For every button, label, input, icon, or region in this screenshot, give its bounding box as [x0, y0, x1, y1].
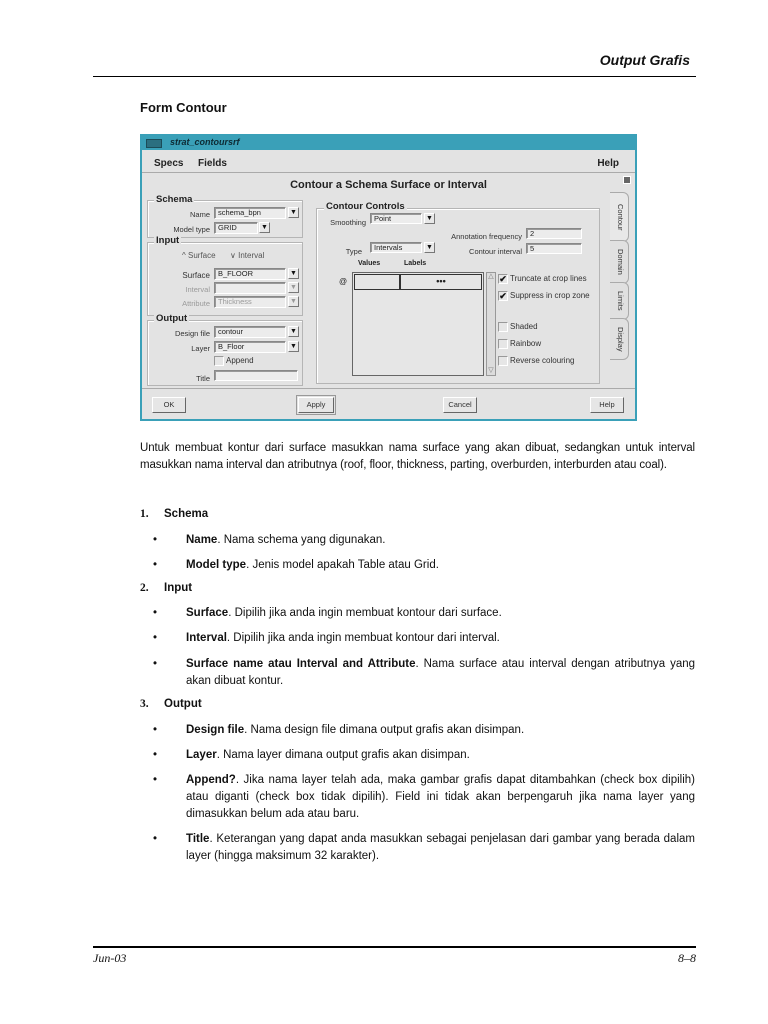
truncate-checkbox[interactable]: ✔: [499, 274, 507, 284]
values-header: Values: [358, 260, 381, 267]
intro-paragraph: Untuk membuat kontur dari surface masukkan nama surface yang akan dibuat, sedangkan untuk interval masukkan nama interval dan atributnya (roof, floor, thickness, parting, overburden, interburden atau coal).: [140, 442, 695, 471]
section-output-heading: [140, 698, 202, 710]
surface-label: Surface: [182, 271, 210, 280]
section-title: Input: [164, 582, 193, 594]
cancel-button[interactable]: Cancel: [443, 397, 477, 413]
bullet-icon: •: [153, 724, 158, 736]
menu-specs[interactable]: Specs: [154, 158, 184, 169]
menu-help[interactable]: Help: [597, 158, 619, 169]
description: . Nama design file dimana output grafis akan disimpan.: [244, 724, 525, 736]
section-title: Output: [164, 698, 202, 710]
section-number: 1.: [140, 508, 149, 520]
description: . Dipilih jika anda ingin membuat kontour dari interval.: [226, 632, 500, 644]
section-number: 2.: [140, 582, 149, 594]
dialog-titlebar[interactable]: [142, 136, 635, 150]
layer-dropdown-icon[interactable]: ▼: [288, 341, 299, 352]
truncate-label: Truncate at crop lines: [510, 274, 587, 283]
window-menu-icon[interactable]: [146, 139, 162, 148]
dialog-heading: Contour a Schema Surface or Interval: [290, 179, 487, 191]
title-field[interactable]: [214, 370, 298, 381]
footer-date: Jun-03: [93, 951, 127, 965]
rainbow-checkbox[interactable]: [498, 339, 508, 349]
scroll-down-icon[interactable]: ▽: [488, 367, 494, 374]
annotation-frequency-field[interactable]: 2: [526, 228, 582, 239]
contour-interval-field[interactable]: 5: [526, 243, 582, 254]
contour-dialog: [140, 134, 637, 421]
term: Interval: [186, 632, 227, 644]
title-label: Title: [196, 374, 210, 383]
interval-radio-label: Interval: [238, 251, 265, 260]
scroll-up-icon[interactable]: △: [488, 273, 494, 280]
description: . Jika nama layer telah ada, maka gambar grafis dapat ditambahkan (check box dipilih) atau diganti (check box tidak dipilih). Field ini tidak akan berpengaruh jika nama layer yang dimasukkan belum ada atau baru.: [186, 774, 695, 820]
bullet-icon: •: [153, 559, 158, 571]
term: Title: [186, 833, 210, 845]
design-file-field[interactable]: contour: [214, 326, 286, 338]
append-label: Append: [226, 356, 254, 365]
term: Surface name atau Interval and Attribute: [186, 658, 416, 670]
surface-radio[interactable]: [182, 251, 216, 260]
list-item: [153, 831, 695, 867]
interval-dropdown-icon[interactable]: ▼: [288, 282, 299, 293]
bullet-icon: •: [153, 607, 158, 619]
term: Name: [186, 534, 218, 546]
page-header-title: Output Grafis: [599, 52, 690, 68]
labels-header: Labels: [404, 260, 427, 267]
surface-dropdown-icon[interactable]: ▼: [288, 268, 299, 279]
surface-field[interactable]: B_FLOOR: [214, 268, 286, 280]
interval-field[interactable]: [214, 282, 286, 294]
description: . Nama schema yang digunakan.: [217, 534, 386, 546]
shaded-label: Shaded: [510, 322, 538, 331]
layer-label: Layer: [191, 344, 210, 353]
design-file-label: Design file: [174, 329, 210, 338]
radio-selected-icon: ^: [182, 251, 186, 260]
model-type-dropdown-icon[interactable]: ▼: [259, 222, 270, 233]
type-field[interactable]: Intervals: [370, 242, 422, 253]
schema-name-dropdown-icon[interactable]: ▼: [288, 207, 299, 218]
term: Surface: [186, 607, 229, 619]
bullet-icon: •: [153, 534, 158, 546]
description: . Jenis model apakah Table atau Grid.: [246, 559, 439, 571]
model-type-label: Model type: [173, 225, 210, 234]
list-item: [153, 656, 695, 692]
description: . Dipilih jika anda ingin membuat kontour dari surface.: [228, 607, 502, 619]
bullet-icon: •: [153, 774, 158, 786]
append-checkbox[interactable]: [214, 356, 224, 366]
section-title: Form Contour: [140, 100, 227, 115]
output-group-label: Output: [156, 313, 188, 324]
tab-limits[interactable]: Limits: [610, 282, 629, 320]
smoothing-field[interactable]: Point: [370, 213, 422, 224]
suppress-checkbox[interactable]: ✔: [499, 291, 507, 301]
type-label: Type: [345, 247, 362, 256]
description: . Keterangan yang dapat anda masukkan sebagai penjelasan dari gambar yang berada dalam layer (hingga maksimum 32 karakter).: [186, 833, 695, 862]
table-scrollbar[interactable]: [486, 272, 496, 376]
apply-button[interactable]: Apply: [298, 397, 334, 413]
contour-interval-label: Contour interval: [469, 247, 522, 256]
value-cell[interactable]: [354, 274, 400, 290]
surface-radio-label: Surface: [188, 251, 216, 260]
interval-radio[interactable]: [230, 251, 264, 260]
shaded-checkbox[interactable]: [498, 322, 508, 332]
menu-fields[interactable]: Fields: [198, 158, 227, 169]
list-item: [153, 772, 695, 824]
help-button[interactable]: Help: [590, 397, 624, 413]
footer-rule: [93, 946, 696, 948]
bullet-icon: •: [153, 658, 158, 670]
term: Design file: [186, 724, 245, 736]
smoothing-label: Smoothing: [330, 218, 366, 227]
suppress-label: Suppress in crop zone: [510, 291, 590, 300]
schema-group-label: Schema: [156, 194, 193, 205]
schema-name-field[interactable]: schema_bpn: [214, 207, 286, 219]
bullet-icon: •: [153, 632, 158, 644]
design-file-dropdown-icon[interactable]: ▼: [288, 326, 299, 337]
term: Layer: [186, 749, 217, 761]
attribute-label: Attribute: [182, 299, 210, 308]
interval-label: Interval: [185, 285, 210, 294]
section-number: 3.: [140, 698, 149, 710]
label-cell[interactable]: •••: [400, 274, 482, 290]
section-input-heading: [140, 582, 192, 594]
term: Append?: [186, 774, 236, 786]
section-title: Schema: [164, 508, 209, 520]
description: . Nama layer dimana output grafis akan disimpan.: [216, 749, 470, 761]
bullet-icon: •: [153, 749, 158, 761]
bullet-icon: •: [153, 833, 158, 845]
tab-display[interactable]: Display: [610, 318, 629, 360]
layer-field[interactable]: B_Floor: [214, 341, 286, 353]
attribute-field[interactable]: Thickness: [214, 296, 286, 308]
rainbow-label: Rainbow: [510, 339, 542, 348]
header-rule: [93, 76, 696, 77]
tab-contour[interactable]: Contour: [610, 192, 629, 242]
reverse-colouring-label: Reverse colouring: [510, 356, 575, 365]
attribute-dropdown-icon[interactable]: ▼: [288, 296, 299, 307]
button-bar: [142, 388, 635, 389]
reverse-colouring-checkbox[interactable]: [498, 356, 508, 366]
radio-unselected-icon: ∨: [230, 251, 236, 260]
type-dropdown-icon[interactable]: ▼: [424, 242, 435, 253]
term: Model type: [186, 559, 247, 571]
smoothing-dropdown-icon[interactable]: ▼: [424, 213, 435, 224]
ok-button[interactable]: OK: [152, 397, 186, 413]
window-title: strat_contoursrf: [170, 137, 240, 147]
model-type-field[interactable]: GRID: [214, 222, 258, 234]
description: . Nama surface atau interval dengan atributnya yang akan dibuat kontur.: [186, 658, 696, 687]
annotation-frequency-label: Annotation frequency: [451, 232, 522, 241]
tab-domain[interactable]: Domain: [610, 240, 629, 284]
page-number: 8–8: [678, 951, 696, 965]
row-marker-icon: @: [339, 277, 348, 286]
section-schema-heading: [140, 508, 208, 520]
input-group-label: Input: [156, 235, 180, 246]
contour-controls-label: Contour Controls: [326, 201, 405, 212]
menu-bar: [142, 152, 635, 173]
name-label: Name: [189, 210, 210, 219]
